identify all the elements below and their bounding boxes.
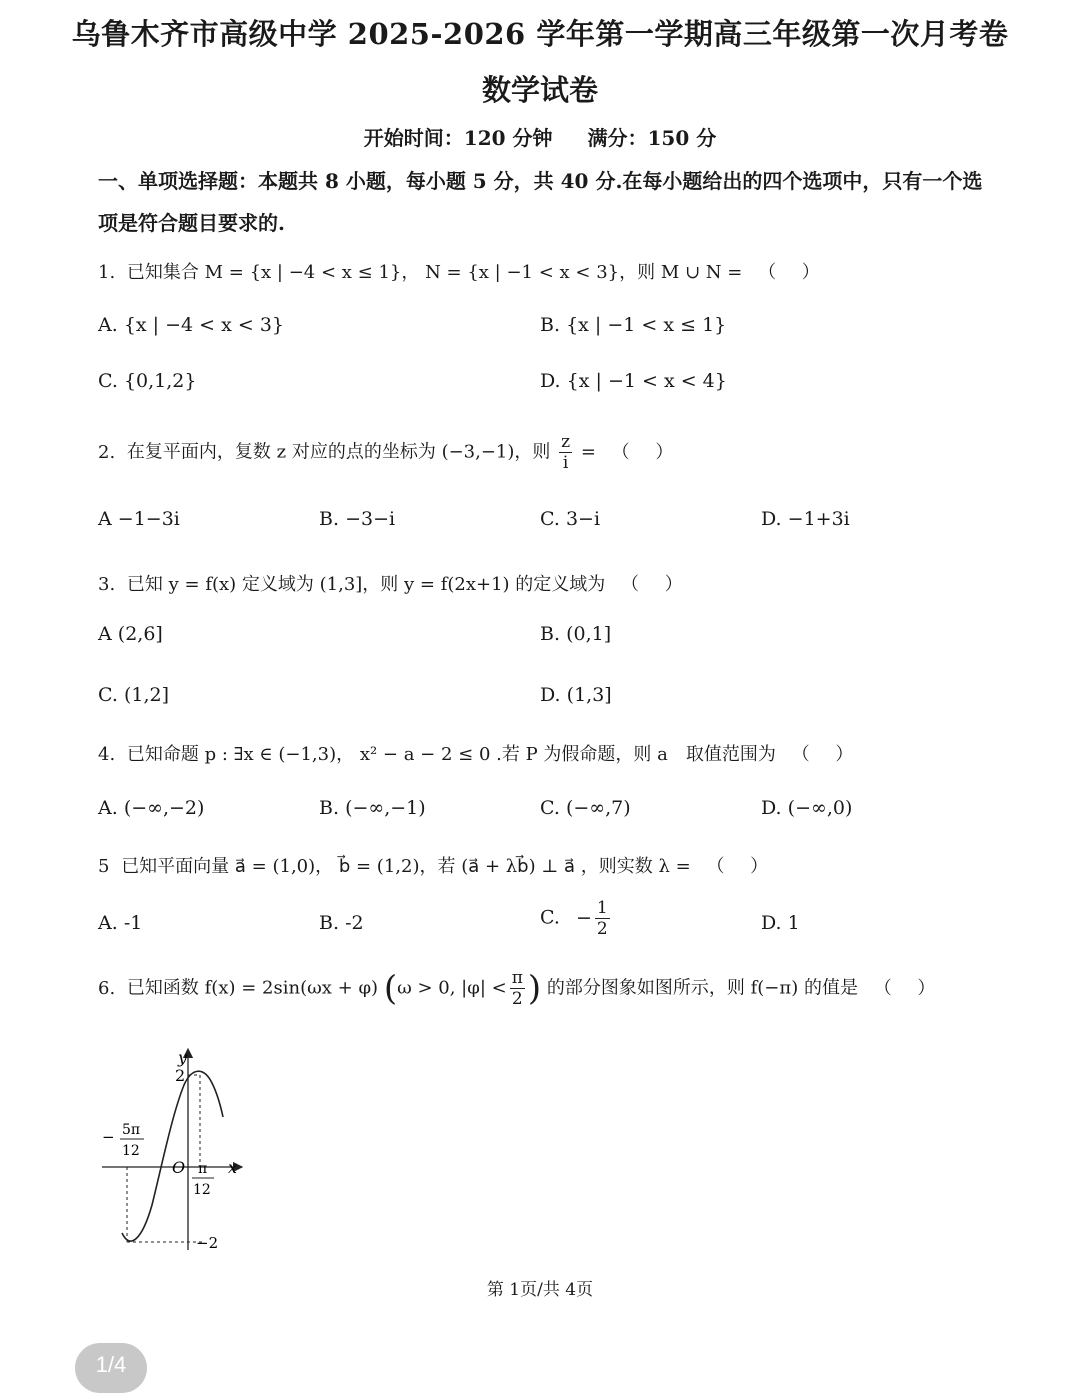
option-label: B. [540,623,561,645]
answer-paren: （ ） [873,977,946,999]
option-d [540,684,612,706]
question-number: 2. [98,441,116,463]
right-tick-den: 12 [193,1182,211,1198]
exam-subtitle: 数学试卷 [481,73,598,107]
fraction-denominator: 2 [596,919,608,939]
answer-paren: （ ） [791,744,864,765]
fraction-denominator: i [562,453,569,473]
option-label: B. [319,912,340,934]
option-a [98,314,284,336]
question-stem: 已知命题 p : ∃x ∈ (−1,3)， x² − a − 2 ≤ 0 .若 P 为假命题，则 a 取值范围为 [126,744,776,765]
option-text: (−∞,−2) [123,797,205,819]
question-6 [98,968,998,1009]
option-label: C. [540,797,560,819]
option-b [319,912,364,934]
option-label: C. [540,508,560,530]
option-c [540,797,631,819]
fraction-numerator: 1 [596,898,608,918]
option-label: A. [98,797,118,819]
question-stem: 在复平面内，复数 z 对应的点的坐标为 (−3,−1)，则 [126,441,551,463]
option-text: {0,1,2} [123,370,197,392]
option-a [98,797,204,819]
full-score: 满分：150 分 [587,126,717,150]
page-footer: 第 1页/共 4页 [486,1280,594,1300]
option-text: -1 [123,912,143,934]
question-number: 6. [98,977,116,999]
option-text: (−∞,−1) [345,797,426,819]
answer-paren: （ ） [706,856,779,877]
option-label: D. [540,684,561,706]
question-stem: 已知集合 M = {x | −4 < x ≤ 1}， N = {x | −1 < x < 3}，则 M ∪ N = [126,262,743,283]
option-text: (−∞,0) [787,797,853,819]
right-tick-num: π [198,1161,208,1177]
answer-paren: （ ） [758,262,830,283]
section-heading: 一、单项选择题：本题共 8 小题，每小题 5 分，共 40 分.在每小题给出的四个选项中，只有一个选项是符合题目要求的. [98,169,983,235]
option-text: − [575,906,592,929]
option-text: 3−i [565,508,601,530]
fraction-numerator: z [561,432,571,452]
option-text: {x | −1 < x ≤ 1} [566,314,727,336]
option-label: C. [98,684,118,706]
left-tick-num: 5π [122,1122,141,1138]
function-graph [100,1045,260,1260]
right-paren: ) [527,968,542,1009]
option-c [540,508,600,530]
option-text: (−∞,7) [565,797,631,819]
option-text: (1,3] [566,684,612,706]
question-number: 1. [98,262,116,283]
option-label: D. [540,370,561,392]
option-d [761,912,800,934]
option-text: {x | −1 < x < 4} [566,370,727,392]
answer-paren: （ ） [611,441,684,463]
question-number: 3. [98,574,116,595]
question-2 [98,432,998,473]
question-number: 4. [98,744,116,765]
fraction-denominator: 2 [511,989,523,1009]
option-b [540,314,726,336]
option-text: (0,1] [566,623,612,645]
answer-paren: （ ） [621,574,693,595]
y-min-label: −2 [196,1234,219,1252]
option-label: A [98,623,112,645]
option-label: A. [98,912,118,934]
question-stem: 已知函数 f(x) = 2sin(ωx + φ) [126,977,379,999]
option-text: −1+3i [787,508,850,530]
fraction-numerator: π [511,968,523,988]
option-label: B. [319,508,340,530]
question-stem-tail: 的部分图象如图所示，则 f(−π) 的值是 [546,977,858,999]
question-4 [98,740,998,766]
option-label: B. [319,797,340,819]
option-b [540,623,611,645]
question-1 [98,258,998,284]
fraction [595,898,610,939]
option-a [98,508,180,530]
origin-label: O [172,1158,186,1177]
option-label: D. [761,508,782,530]
y-axis-label: y [178,1048,188,1067]
equals-sign: = [580,441,596,463]
option-label: D. [761,797,782,819]
exam-meta [0,122,1080,151]
question-5 [98,852,998,878]
option-text: −1−3i [117,508,180,530]
left-sign: − [102,1128,115,1146]
page-indicator[interactable]: 1/4 [75,1343,147,1393]
condition: ω > 0, |φ| < [397,977,507,999]
y-max-label: 2 [175,1066,186,1085]
option-b [319,508,395,530]
question-stem: 已知 y = f(x) 定义域为 (1,3]，则 y = f(2x+1) 的定义域为 [126,574,606,595]
option-text: (1,2] [123,684,169,706]
option-label: C. [540,906,560,929]
x-axis-label: x [228,1158,238,1177]
start-time: 开始时间：120 分钟 [363,126,553,150]
option-c [540,898,613,939]
option-label: C. [98,370,118,392]
left-tick-den: 12 [122,1143,140,1159]
exam-title: 乌鲁木齐市高级中学 2025-2026 学年第一学期高三年级第一次月考卷 [71,17,1009,51]
left-paren: ( [383,968,398,1009]
question-3 [98,570,998,596]
option-label: D. [761,912,782,934]
fraction [559,432,572,473]
option-c [98,684,169,706]
question-stem: 已知平面向量 a⃗ = (1,0)， b⃗ = (1,2)，若 (a⃗ + λb⃗) ⊥ a⃗ ，则实数 λ = [121,856,691,877]
fraction [510,968,525,1009]
option-text: (2,6] [117,623,163,645]
option-text: -2 [345,912,364,934]
option-text: 1 [787,912,800,934]
option-c [98,370,196,392]
option-label: A. [98,314,118,336]
option-a [98,623,163,645]
option-d [761,797,852,819]
option-label: A [98,508,112,530]
option-text: {x | −4 < x < 3} [123,314,284,336]
option-label: B. [540,314,561,336]
option-b [319,797,426,819]
option-d [540,370,727,392]
option-text: −3−i [345,508,396,530]
question-number: 5 [98,856,110,877]
option-a [98,912,142,934]
option-d [761,508,850,530]
